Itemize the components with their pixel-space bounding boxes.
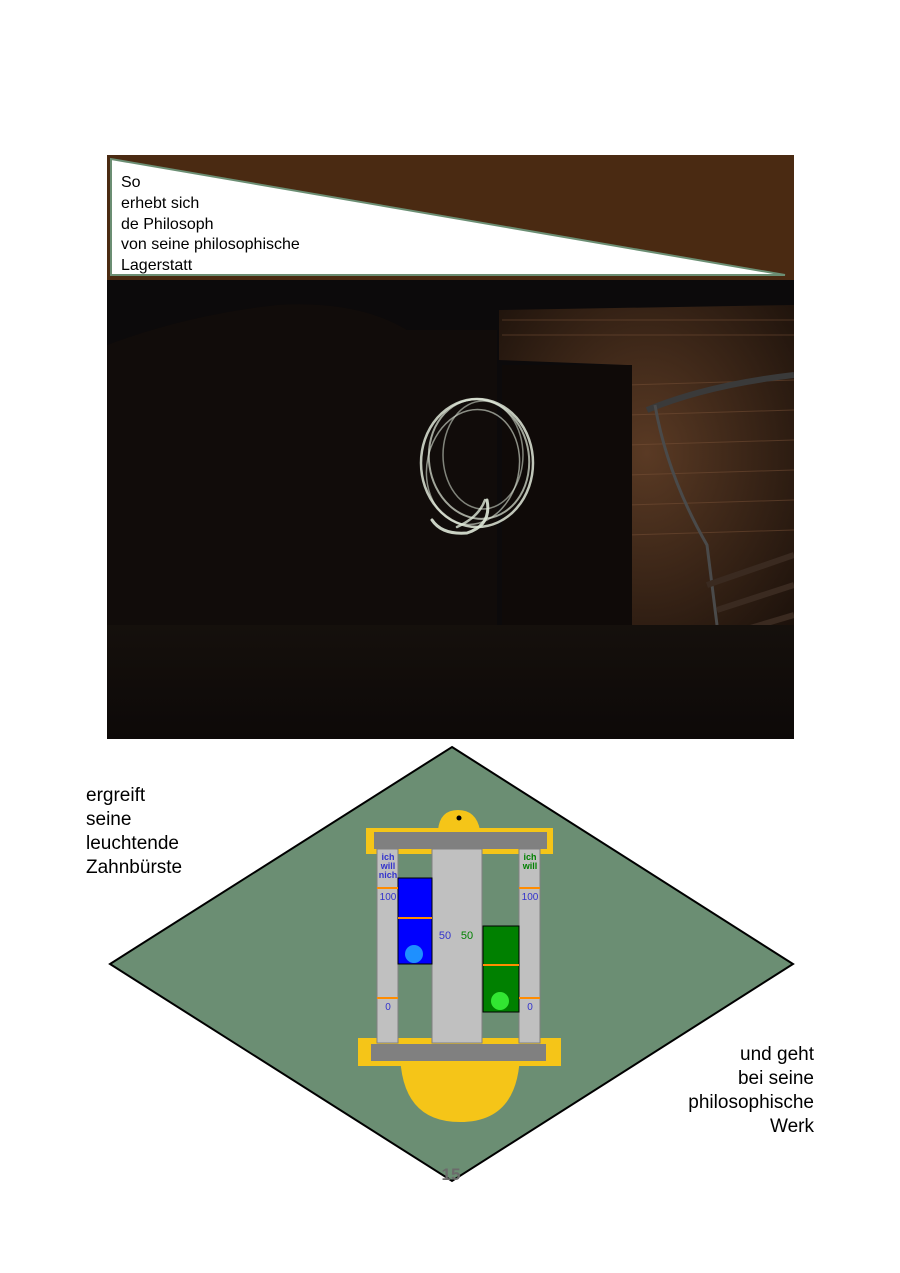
center-column [432, 849, 482, 1043]
left-scale-bottom: 0 [385, 1002, 391, 1013]
left-label-line: nich [378, 870, 398, 880]
left-text [86, 784, 182, 880]
left-text-line: ergreift [86, 785, 146, 806]
caption-line: So [121, 174, 141, 191]
right-scale-bottom: 0 [527, 1002, 533, 1013]
right-text-line: bei seine [737, 1068, 814, 1089]
ground [107, 625, 794, 739]
left-scale-top: 100 [379, 892, 397, 903]
blue-dot [405, 945, 423, 963]
left-label-line: ich [381, 852, 395, 862]
doorway [502, 365, 632, 665]
knob-hole [457, 816, 462, 821]
left-text-line: Zahnbürste [86, 857, 183, 878]
green-dot [491, 992, 509, 1010]
right-mid-value: 50 [460, 930, 474, 942]
left-text-line: seine [86, 809, 132, 830]
right-text-line: und geht [740, 1044, 814, 1065]
right-text [688, 1043, 814, 1139]
page-number: 15 [441, 1165, 461, 1184]
right-label-line: will [522, 861, 538, 871]
left-text-line: leuchtende [86, 833, 179, 854]
left-mid-value: 50 [438, 930, 452, 942]
left-label-line: will [380, 861, 396, 871]
caption-line: erhebt sich [121, 194, 200, 212]
top-gray-bar [374, 832, 547, 849]
right-text-line: Werk [770, 1116, 814, 1137]
caption-line: von seine philosophische [121, 236, 300, 254]
right-text-line: philosophische [688, 1092, 814, 1113]
caption-line: Lagerstatt [121, 257, 193, 275]
right-scale-top: 100 [521, 892, 539, 903]
right-label-line: ich [523, 852, 537, 862]
bottom-gray-bar [371, 1044, 546, 1061]
caption-line: de Philosoph [121, 215, 214, 233]
caption-text [121, 173, 300, 277]
right-scale-column [519, 849, 540, 1043]
